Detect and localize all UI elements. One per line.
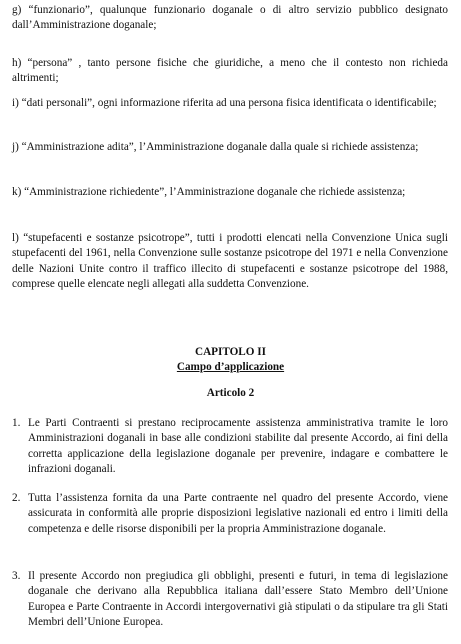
definition-g: g) “funzionario”, qualunque funzionario doganale o di altro servizio pubblico designato dall’Amministrazione doganale; [12, 4, 448, 32]
article-item-3 [12, 569, 448, 631]
chapter-title: CAPITOLO II [195, 346, 266, 358]
definition-h: h) “persona” , tanto persone fisiche che giuridiche, a meno che il contesto non richieda altrimenti; [12, 57, 448, 85]
definition-l: l) “stupefacenti e sostanze psicotrope”, tutti i prodotti elencati nella Convenzione Unica sugli stupefacenti del 1961, nella Convenzione sulle sostanze psicotrope del 1971 e nella Convenzione delle Nazioni Unite contro il traffico illecito di stupefacenti e sostanze psicotrope del 1988, comprese quelle elencate negli allegati alla suddetta Convenzione. [12, 232, 448, 291]
article-item-2 [12, 491, 448, 537]
article-title: Articolo 2 [206, 387, 255, 399]
article-item-number: 3. [12, 570, 21, 582]
article-item-text: Tutta l’assistenza fornita da una Parte contraente nel quadro del presente Accordo, viene assicurata in conformità alle proprie disposizioni legislative nazionali ed entro i limiti della competenza e delle risorse disponibili per la propria Amministrazione doganale. [28, 492, 448, 535]
definition-k: k) “Amministrazione richiedente”, l’Amministrazione doganale che richiede assistenza; [12, 186, 406, 198]
article-item-1 [12, 416, 448, 478]
article-item-number: 2. [12, 492, 21, 504]
article-item-number: 1. [12, 417, 21, 429]
article-item-text: Il presente Accordo non pregiudica gli obblighi, presenti e futuri, in tema di legislazione doganale che derivano alla Repubblica italiana dall’essere Stato Membro dell’Unione Europea e Parte Contraente in Accordi intergovernativi già stipulati o da stipulare tra gli Stati Membri dell’Unione Europea. [28, 570, 448, 629]
definition-j: j) “Amministrazione adita”, l’Amministrazione doganale dalla quale si richiede assistenza; [12, 141, 419, 153]
chapter-subtitle: Campo d’applicazione [176, 361, 285, 373]
definition-i: i) “dati personali”, ogni informazione riferita ad una persona fisica identificata o identificabile; [12, 97, 437, 109]
article-item-text: Le Parti Contraenti si prestano reciprocamente assistenza amministrativa tramite le loro Amministrazioni doganali in base alle condizioni stabilite dal presente Accordo, ai fini della corretta applicazione della legislazione doganale per prevenire, indagare e combattere le infrazioni doganali. [28, 417, 448, 476]
